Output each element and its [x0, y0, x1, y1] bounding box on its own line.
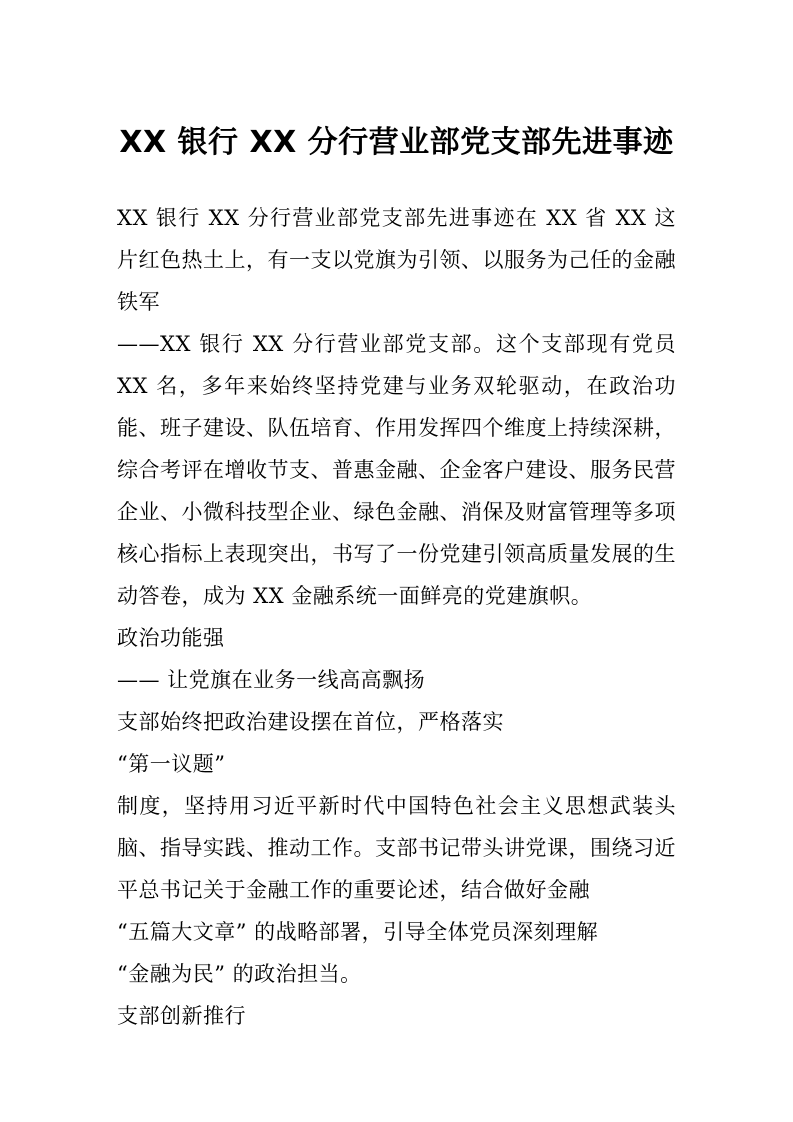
paragraph-innovation: 支部创新推行	[117, 1004, 246, 1028]
paragraph-five-articles-quote: “五篇大文章” 的战略部署，引导全体党员深刻理解	[117, 920, 599, 944]
paragraph-branch-overview: ——XX 银行 XX 分行营业部党支部。这个支部现有党员 XX 名，多年来始终坚持党建与业务双轮驱动，在政治功能、班子建设、队伍培育、作用发挥四个维度上持续深耕，综合考评在增收节支、普惠金融、企金客户建设、服务民营企业、小微科技型企业、绿色金融、消保及财富管理等多项核心指标上表现突出，书写了一份党建引领高质量发展的生动答卷，成为 XX 金融系统一面鲜亮的党建旗帜。	[117, 332, 676, 608]
document-title: XX 银行 XX 分行营业部党支部先进事迹	[119, 125, 674, 160]
paragraph-intro: XX 银行 XX 分行营业部党支部先进事迹在 XX 省 XX 这片红色热土上，有一支以党旗为引领、以服务为己任的金融铁军	[117, 206, 676, 314]
paragraph-finance-for-people-quote: “金融为民” 的政治担当。	[117, 962, 362, 986]
paragraph-section-heading: 政治功能强	[117, 626, 225, 650]
paragraph-section-subheading: —— 让党旗在业务一线高高飘扬	[117, 668, 426, 692]
document-text	[117, 197, 676, 1037]
paragraph-first-topic-quote: “第一议题”	[117, 752, 226, 776]
paragraph-political-construction: 支部始终把政治建设摆在首位，严格落实	[117, 710, 504, 734]
paragraph-system-description: 制度，坚持用习近平新时代中国特色社会主义思想武装头脑、指导实践、推动工作。支部书记带头讲党课，围绕习近平总书记关于金融工作的重要论述，结合做好金融	[117, 794, 676, 902]
